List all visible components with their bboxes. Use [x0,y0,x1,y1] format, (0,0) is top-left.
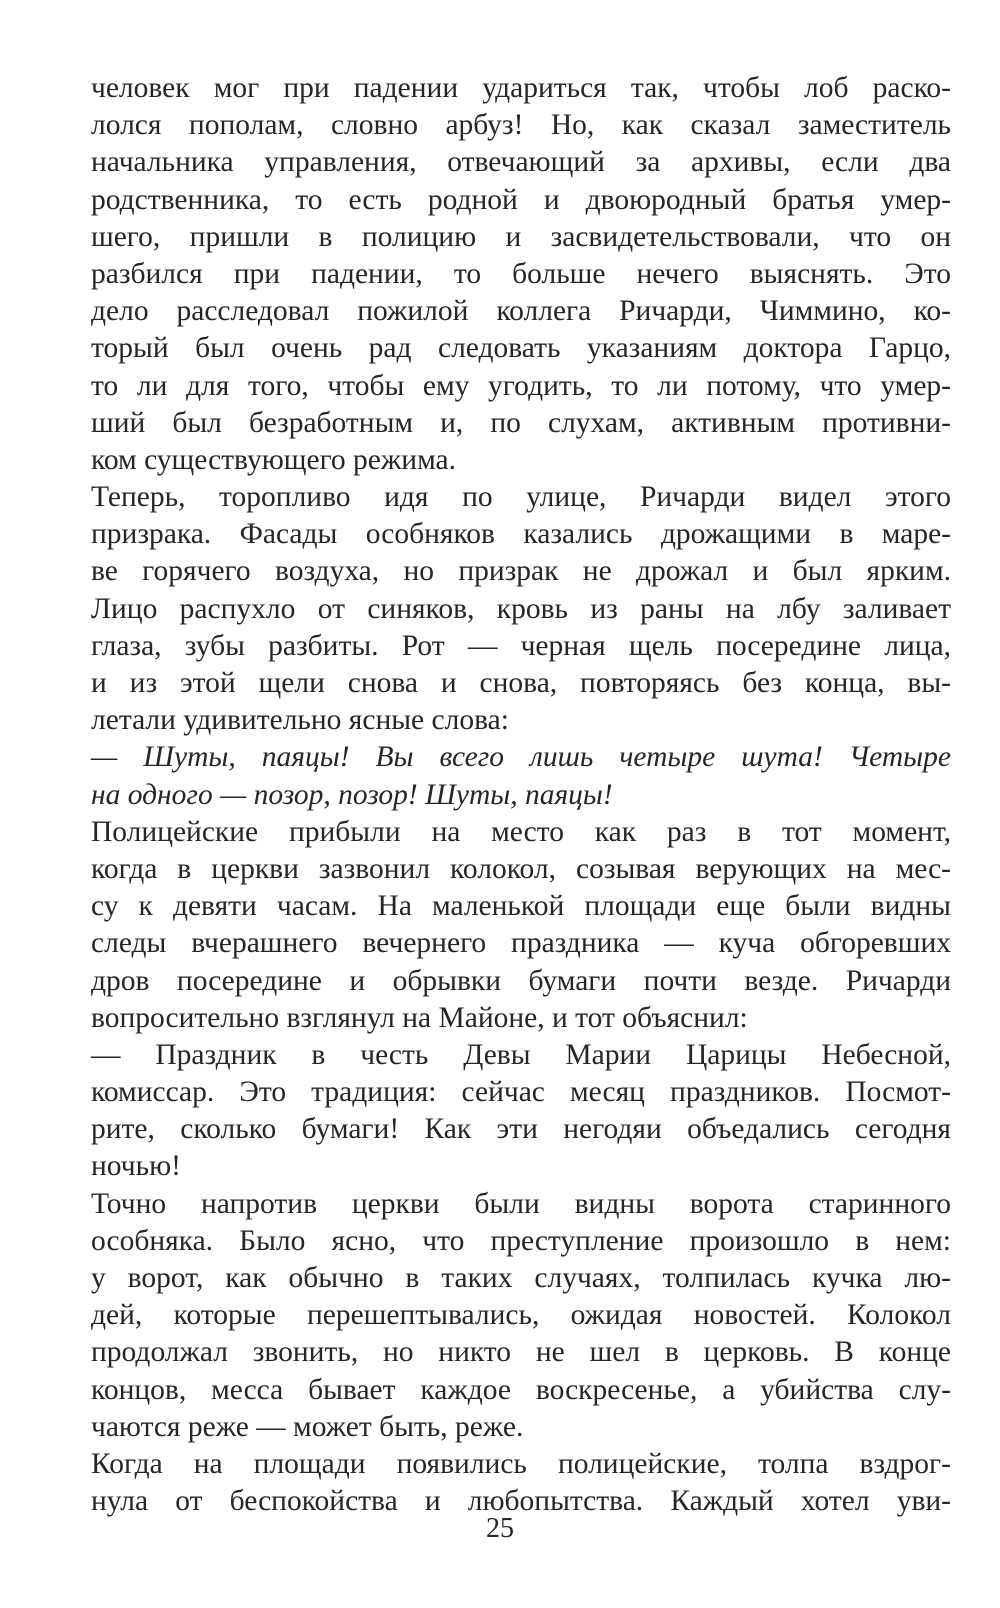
text-line: у ворот, как обычно в таких случаях, толпилась кучка лю- [91,1262,951,1294]
text-line: шего, пришли в полицию и засвидетельствовали, что он [91,220,951,253]
text-line: нула от беспокойства и любопытства. Каждый хотел уви- [91,1485,951,1518]
text-line: концов, месса бывает каждое воскресенье, а убийства слу- [91,1373,951,1406]
text-line: особняка. Было ясно, что преступление произошло в нем: [91,1224,951,1257]
page-body [91,70,951,1520]
text-line: призрака. Фасады особняков казались дрожащими в маре- [91,518,951,551]
paragraph [91,1037,951,1186]
text-line: ночью! [91,1150,181,1183]
text-line: Полицейские прибыли на место как раз в тот момент, [91,815,951,848]
text-line: Когда на площади появились полицейские, толпа вздрог- [91,1447,951,1480]
paragraph [91,70,951,479]
text-line: су к девяти часам. На маленькой площади еще были видны [91,890,951,923]
text-line: то ли для того, чтобы ему угодить, то ли потому, что умер- [91,369,951,402]
text-line: разбился при падении, то больше нечего выяснять. Это [91,257,951,290]
text-line: дей, которые перешептывались, ожидая новостей. Колокол [91,1299,951,1332]
paragraph [91,1186,951,1446]
text-line: — Шуты, паяцы! Вы всего лишь четыре шута! Четыре [91,741,951,774]
text-line: родственника, то есть родной и двоюродный братья умер- [91,183,951,216]
text-line: вопросительно взглянул на Майоне, и тот объяснил: [91,1001,748,1034]
text-line: чаются реже — может быть, реже. [91,1410,524,1443]
text-line: Лицо распухло от синяков, кровь из раны на лбу заливает [91,592,951,625]
text-line: летали удивительно ясные слова: [91,704,509,737]
text-line: когда в церкви зазвонил колокол, созывая верующих на мес- [91,852,951,885]
text-line: комиссар. Это традиция: сейчас месяц праздников. Посмот- [91,1076,951,1109]
text-line: ком существующего режима. [91,443,457,476]
text-line: лолся пополам, словно арбуз! Но, как сказал заместитель [91,109,951,142]
text-line: дров посередине и обрывки бумаги почти везде. Ричарди [91,964,951,997]
text-line: продолжал звонить, но никто не шел в церковь. В конце [91,1336,951,1369]
text-line: Точно напротив церкви были видны ворота старинного [91,1187,951,1220]
text-line: ший был безработным и, по слухам, активным противни- [91,406,951,439]
text-line: — Праздник в честь Девы Марии Царицы Небесной, [91,1038,951,1071]
text-line: ве горячего воздуха, но призрак не дрожал и был ярким. [91,555,951,588]
text-line: рите, сколько бумаги! Как эти негодяи объедались сегодня [91,1113,951,1146]
page-number: 25 [486,1513,514,1544]
text-line: и из этой щели снова и снова, повторяясь без конца, вы- [91,667,951,699]
paragraph [91,1446,951,1520]
text-line: глаза, зубы разбиты. Рот — черная щель посередине лица, [91,629,951,662]
text-line: торый был очень рад следовать указаниям доктора Гарцо, [91,332,951,365]
text-line: человек мог при падении удариться так, чтобы лоб раско- [91,72,951,104]
paragraph [91,479,951,739]
paragraph [91,739,951,813]
paragraph [91,814,951,1037]
text-line: Теперь, торопливо идя по улице, Ричарди видел этого [91,481,951,514]
text-line: начальника управления, отвечающий за архивы, если два [91,146,951,179]
text-line: на одного — позор, позор! Шуты, паяцы! [91,778,613,811]
text-line: следы вчерашнего вечернего праздника — куча обгоревших [91,927,951,960]
text-line: дело расследовал пожилой коллега Ричарди, Чиммино, ко- [91,295,951,328]
